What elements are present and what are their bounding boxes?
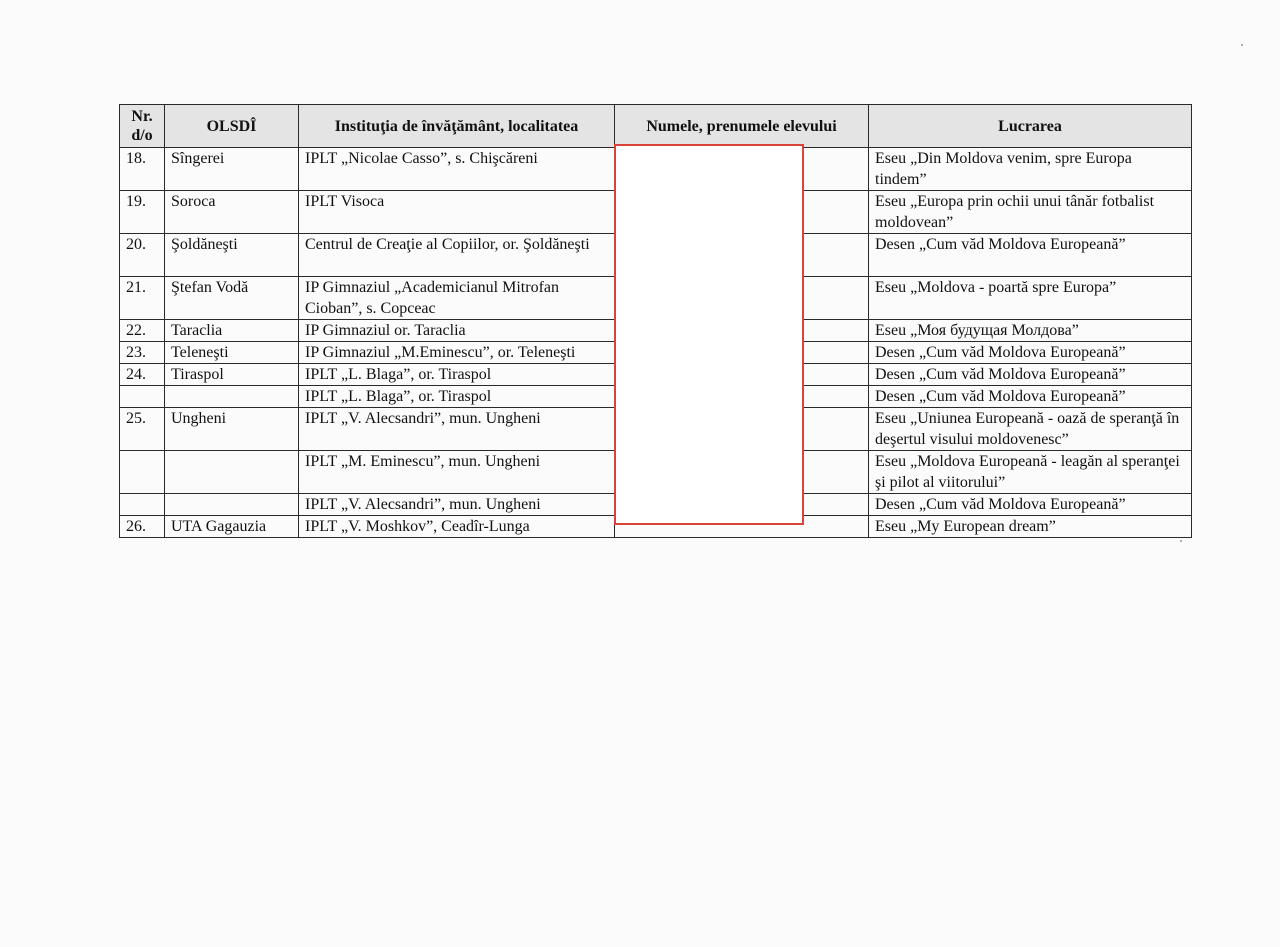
cell-olsdi: Taraclia (165, 320, 299, 342)
cell-institution: IPLT „V. Alecsandri”, mun. Ungheni (299, 494, 615, 516)
cell-nr: 23. (120, 342, 165, 364)
cell-nr: 18. (120, 148, 165, 191)
cell-olsdi: Teleneşti (165, 342, 299, 364)
cell-institution: IPLT „Nicolae Casso”, s. Chişcăreni (299, 148, 615, 191)
cell-nr: 25. (120, 408, 165, 451)
cell-work: Desen „Cum văd Moldova Europeană” (869, 386, 1192, 408)
scan-speck (1241, 44, 1243, 46)
cell-institution: Centrul de Creaţie al Copiilor, or. Şoldăneşti (299, 234, 615, 277)
cell-work: Eseu „Din Moldova venim, spre Europa tindem” (869, 148, 1192, 191)
cell-nr (120, 386, 165, 408)
cell-olsdi (165, 451, 299, 494)
cell-work: Eseu „Europa prin ochii unui tânăr fotbalist moldovean” (869, 191, 1192, 234)
cell-work: Desen „Cum văd Moldova Europeană” (869, 494, 1192, 516)
cell-olsdi (165, 494, 299, 516)
table-header-row (120, 105, 1192, 148)
cell-work: Eseu „Uniunea Europeană - oază de speranţă în deşertul visului moldovenesc” (869, 408, 1192, 451)
header-institution: Instituţia de învăţământ, localitatea (299, 105, 615, 148)
cell-institution: IPLT „V. Alecsandri”, mun. Ungheni (299, 408, 615, 451)
cell-olsdi: Tiraspol (165, 364, 299, 386)
cell-institution: IP Gimnaziul or. Taraclia (299, 320, 615, 342)
cell-institution: IP Gimnaziul „M.Eminescu”, or. Teleneşti (299, 342, 615, 364)
header-nr: Nr. d/o (120, 105, 165, 148)
cell-olsdi (165, 386, 299, 408)
cell-institution: IPLT „V. Moshkov”, Ceadîr-Lunga (299, 516, 615, 538)
cell-institution: IPLT „L. Blaga”, or. Tiraspol (299, 364, 615, 386)
cell-olsdi: Ştefan Vodă (165, 277, 299, 320)
cell-olsdi: Şoldăneşti (165, 234, 299, 277)
header-student: Numele, prenumele elevului (615, 105, 869, 148)
header-work: Lucrarea (869, 105, 1192, 148)
cell-institution: IPLT Visoca (299, 191, 615, 234)
cell-work: Desen „Cum văd Moldova Europeană” (869, 234, 1192, 277)
scan-speck (1180, 540, 1182, 542)
cell-institution: IP Gimnaziul „Academicianul Mitrofan Cioban”, s. Copceac (299, 277, 615, 320)
cell-work: Eseu „Moldova Europeană - leagăn al speranţei şi pilot al viitorului” (869, 451, 1192, 494)
cell-nr (120, 494, 165, 516)
cell-work: Eseu „My European dream” (869, 516, 1192, 538)
cell-olsdi: UTA Gagauzia (165, 516, 299, 538)
cell-nr: 20. (120, 234, 165, 277)
header-olsdi: OLSDÎ (165, 105, 299, 148)
cell-nr: 19. (120, 191, 165, 234)
cell-olsdi: Sîngerei (165, 148, 299, 191)
cell-nr: 21. (120, 277, 165, 320)
cell-work: Eseu „Moldova - poartă spre Europa” (869, 277, 1192, 320)
cell-nr: 26. (120, 516, 165, 538)
cell-institution: IPLT „L. Blaga”, or. Tiraspol (299, 386, 615, 408)
cell-work: Desen „Cum văd Moldova Europeană” (869, 364, 1192, 386)
cell-nr: 22. (120, 320, 165, 342)
redaction-box (614, 144, 804, 525)
cell-work: Desen „Cum văd Moldova Europeană” (869, 342, 1192, 364)
cell-olsdi: Ungheni (165, 408, 299, 451)
cell-institution: IPLT „M. Eminescu”, mun. Ungheni (299, 451, 615, 494)
cell-nr: 24. (120, 364, 165, 386)
cell-nr (120, 451, 165, 494)
cell-olsdi: Soroca (165, 191, 299, 234)
cell-work: Eseu „Моя будущая Молдова” (869, 320, 1192, 342)
